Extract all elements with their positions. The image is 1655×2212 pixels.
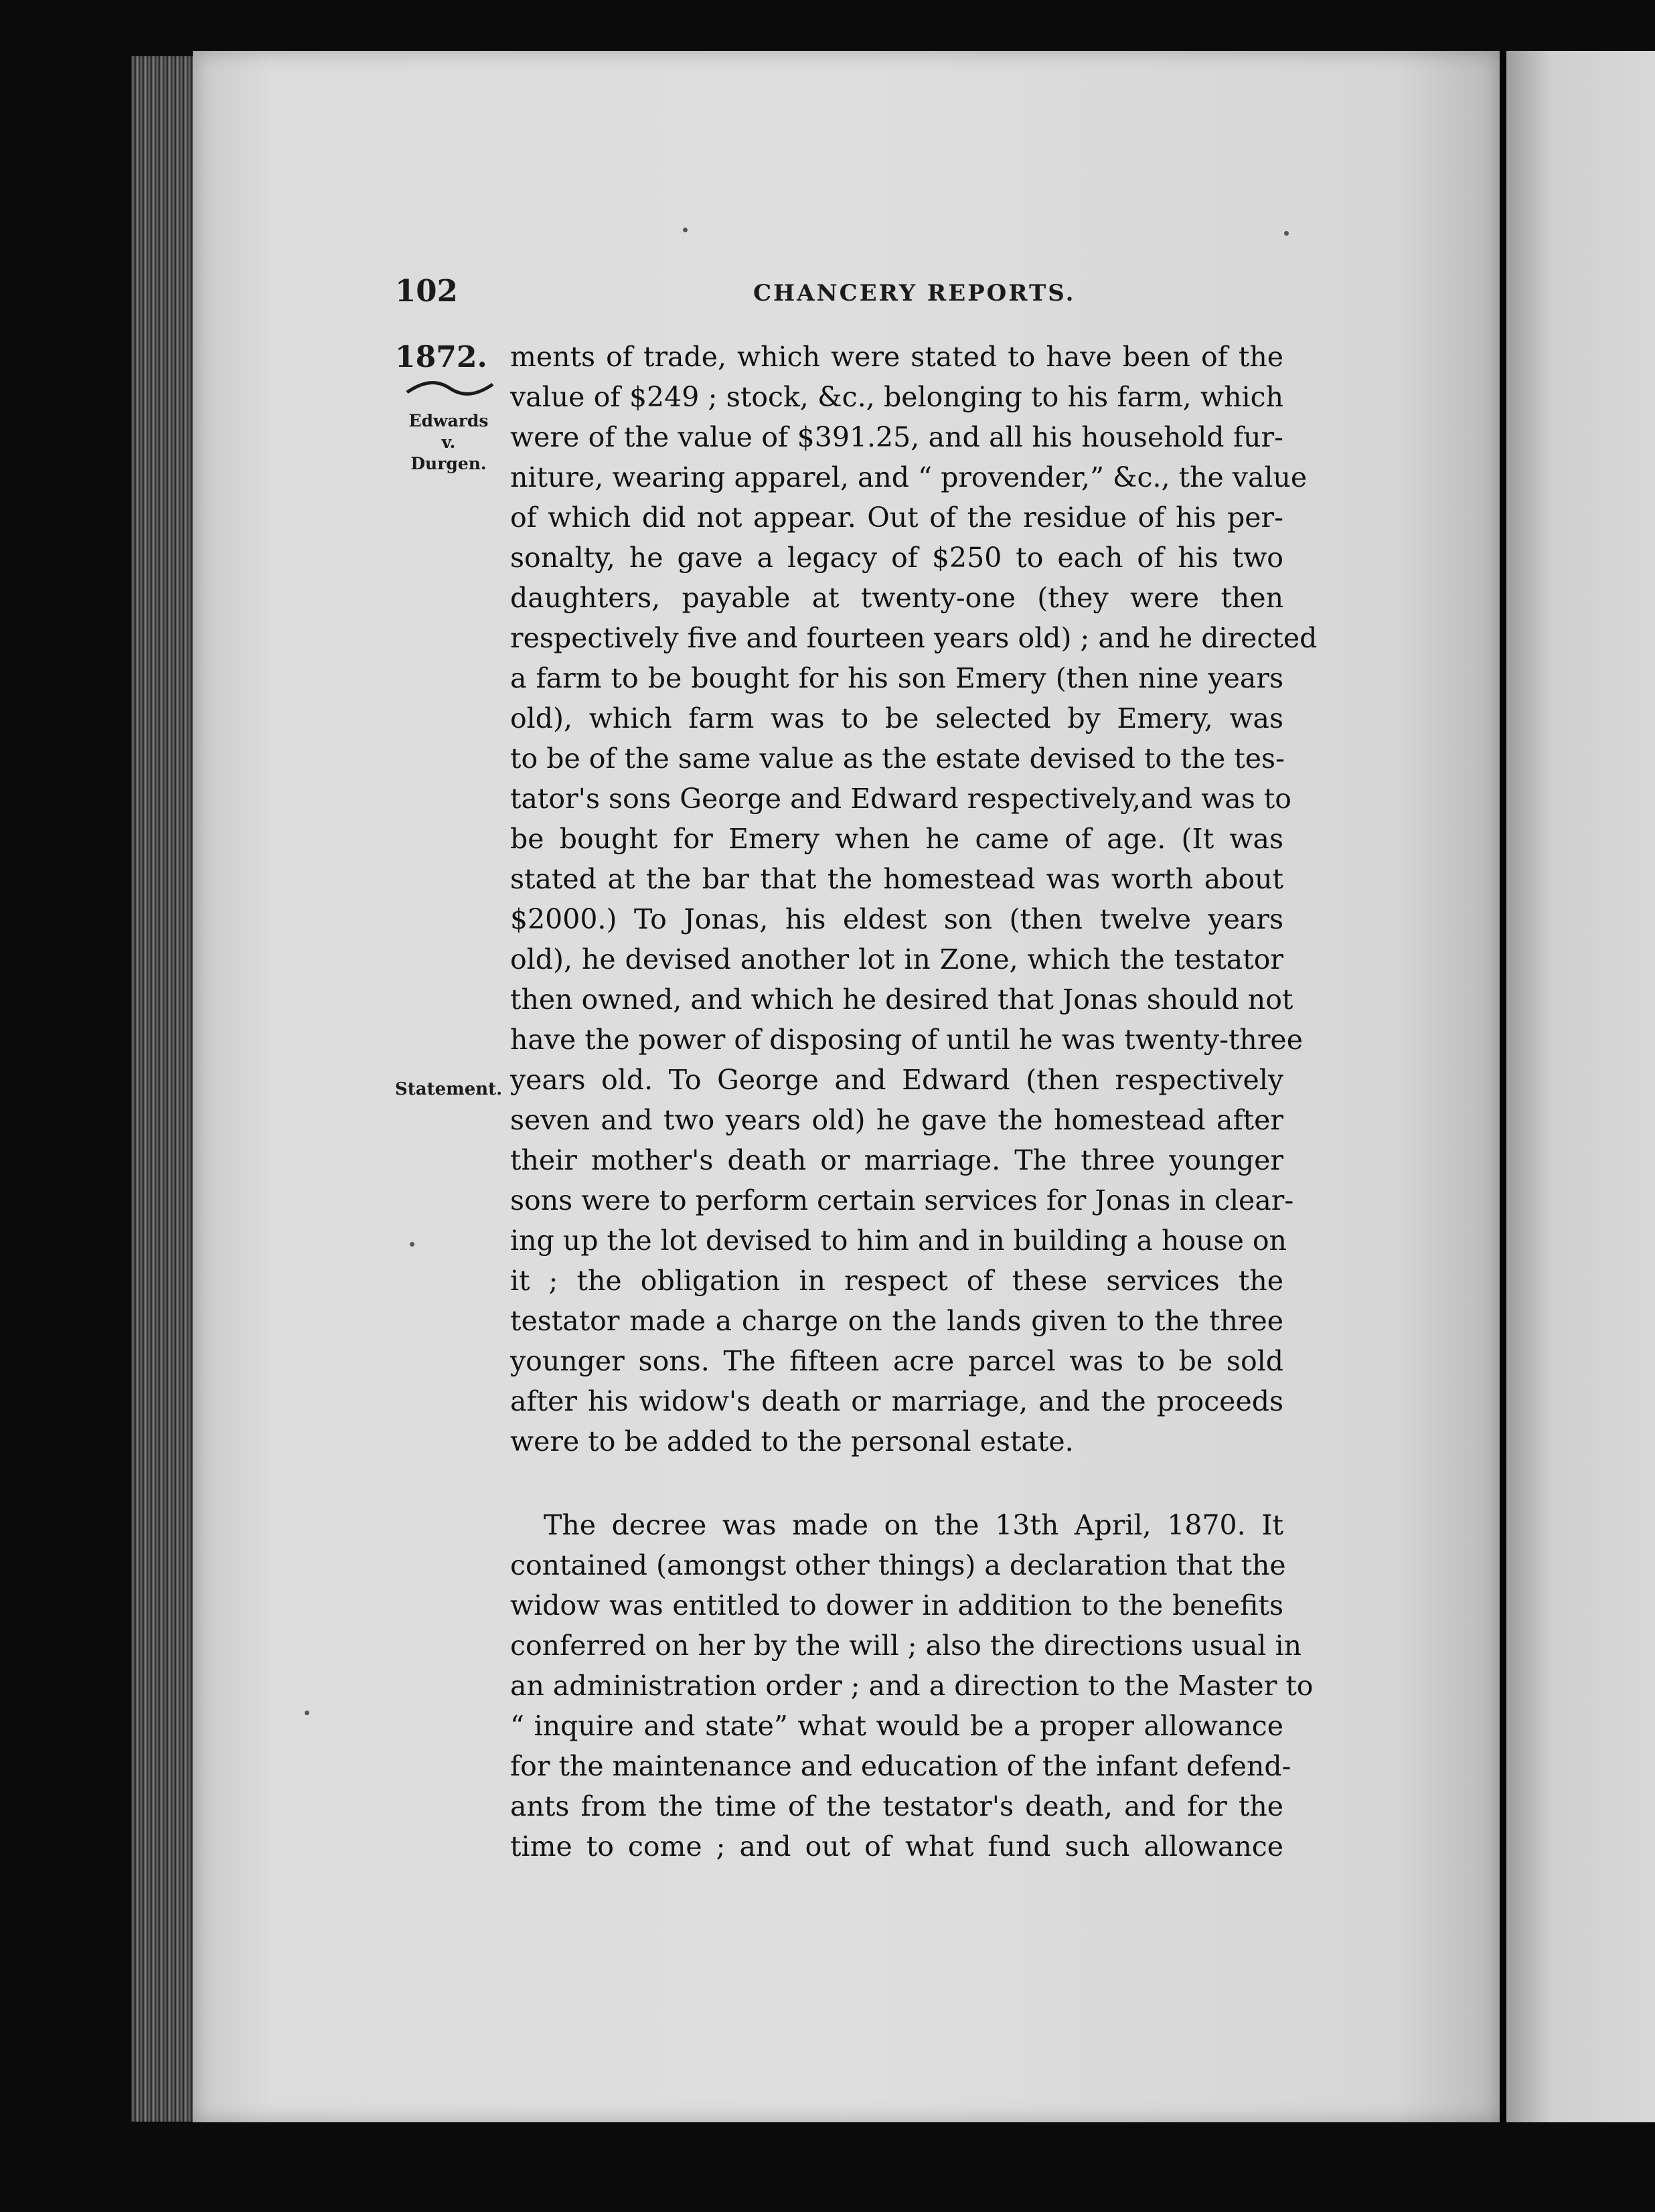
margin-case-versus: v. bbox=[441, 432, 456, 452]
text-line: “ inquire and state” what would be a proper allowance bbox=[510, 1710, 1283, 1742]
facing-page-edge bbox=[1506, 51, 1655, 2122]
scan-speck bbox=[1284, 231, 1289, 236]
margin-statement: Statement. bbox=[395, 1079, 503, 1099]
scan-speck bbox=[305, 1711, 309, 1715]
text-line: The decree was made on the 13th April, 1870. It bbox=[544, 1509, 1283, 1541]
margin-case-defendant: Durgen. bbox=[410, 454, 487, 473]
text-line: younger sons. The fifteen acre parcel was to be sold bbox=[510, 1345, 1283, 1377]
text-line: stated at the bar that the homestead was worth about bbox=[510, 863, 1283, 895]
text-line: were to be added to the personal estate. bbox=[510, 1425, 1074, 1457]
text-line: contained (amongst other things) a declaration that the bbox=[510, 1549, 1286, 1581]
page-header bbox=[395, 273, 1285, 313]
text-line: ments of trade, which were stated to have been of the bbox=[510, 341, 1283, 373]
text-line: old), which farm was to be selected by Emery, was bbox=[510, 702, 1283, 734]
margin-case-plaintiff: Edwards bbox=[408, 411, 489, 430]
text-line: seven and two years old) he gave the homestead after bbox=[510, 1104, 1283, 1136]
text-line: ing up the lot devised to him and in building a house on bbox=[510, 1224, 1287, 1257]
page-number: 102 bbox=[395, 273, 458, 309]
text-line: to be of the same value as the estate devised to the tes- bbox=[510, 742, 1285, 775]
text-line: a farm to be bought for his son Emery (then nine years bbox=[510, 662, 1283, 694]
swash-ornament-icon bbox=[404, 379, 495, 399]
text-line: tator's sons George and Edward respectively,and was to bbox=[510, 783, 1291, 815]
text-line: were of the value of $391.25, and all his household fur- bbox=[510, 421, 1283, 453]
text-line: old), he devised another lot in Zone, which the testator bbox=[510, 943, 1283, 975]
text-line: have the power of disposing of until he was twenty-three bbox=[510, 1024, 1303, 1056]
text-line: it ; the obligation in respect of these services the bbox=[510, 1265, 1283, 1297]
text-line: their mother's death or marriage. The three younger bbox=[510, 1144, 1283, 1176]
text-line: widow was entitled to dower in addition to the benefits bbox=[510, 1589, 1283, 1622]
scan-speck bbox=[683, 228, 688, 232]
running-head: CHANCERY REPORTS. bbox=[753, 280, 1076, 307]
text-line: then owned, and which he desired that Jonas should not bbox=[510, 983, 1293, 1016]
text-line: testator made a charge on the lands given to the three bbox=[510, 1305, 1283, 1337]
text-line: conferred on her by the will ; also the directions usual in bbox=[510, 1630, 1302, 1662]
text-line: value of $249 ; stock, &c., belonging to his farm, which bbox=[510, 381, 1283, 413]
text-line: daughters, payable at twenty-one (they were then bbox=[510, 582, 1283, 614]
text-line: $2000.) To Jonas, his eldest son (then twelve years bbox=[510, 903, 1283, 935]
scan-speck bbox=[410, 1242, 414, 1247]
text-line: for the maintenance and education of the infant defend- bbox=[510, 1750, 1291, 1782]
text-line: years old. To George and Edward (then respectively bbox=[510, 1064, 1283, 1096]
text-line: ants from the time of the testator's death, and for the bbox=[510, 1790, 1283, 1822]
text-line: sonalty, he gave a legacy of $250 to each of his two bbox=[510, 542, 1283, 574]
text-line: be bought for Emery when he came of age. (It was bbox=[510, 823, 1283, 855]
page-gutter bbox=[1500, 51, 1506, 2122]
text-line: sons were to perform certain services for Jonas in clear- bbox=[510, 1184, 1294, 1216]
text-line: after his widow's death or marriage, and the proceeds bbox=[510, 1385, 1283, 1417]
text-line: of which did not appear. Out of the residue of his per- bbox=[510, 501, 1283, 534]
text-line: respectively five and fourteen years old) ; and he directed bbox=[510, 622, 1318, 654]
text-line: niture, wearing apparel, and “ provender,” &c., the value bbox=[510, 461, 1308, 493]
text-line: time to come ; and out of what fund such allowance bbox=[510, 1830, 1283, 1863]
margin-year: 1872. bbox=[395, 340, 487, 374]
text-line: an administration order ; and a direction to the Master to bbox=[510, 1670, 1314, 1702]
book-page-stack-edge bbox=[131, 56, 193, 2122]
